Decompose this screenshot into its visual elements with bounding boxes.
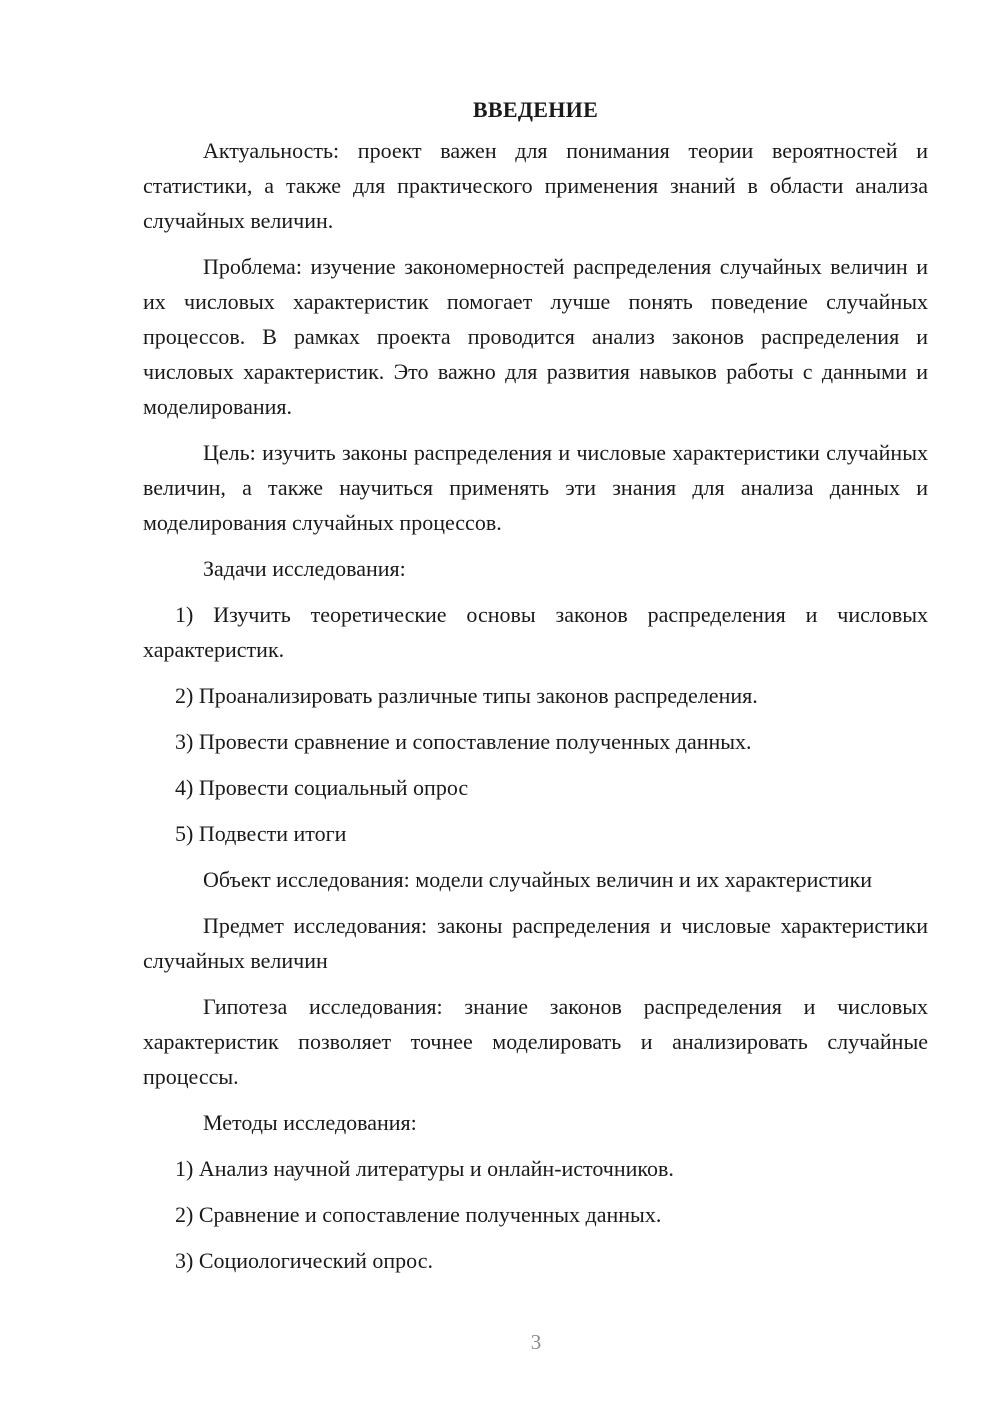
methods-heading: Методы исследования:: [203, 1110, 417, 1135]
object-paragraph: Объект исследования: модели случайных величин и их характеристики: [203, 867, 873, 892]
subject-paragraph: Предмет исследования: законы распределения и числовые характеристики случайных величин: [143, 913, 928, 973]
tasks-heading: Задачи исследования:: [203, 556, 406, 581]
method-item: 1) Анализ научной литературы и онлайн-источников.: [175, 1156, 674, 1181]
task-item: 2) Проанализировать различные типы законов распределения.: [175, 683, 758, 708]
problem-paragraph: Проблема: изучение закономерностей распределения случайных величин и их числовых характеристик помогает лучше понять поведение случайных процессов. В рамках проекта проводится анализ законов распределения и числовых характеристик. Это важно для развития навыков работы с данными и моделирования.: [143, 254, 928, 419]
relevance-paragraph: Актуальность: проект важен для понимания теории вероятностей и статистики, а также для практического применения знаний в области анализа случайных величин.: [143, 138, 928, 233]
page-title: ВВЕДЕНИЕ: [472, 97, 599, 122]
method-item: 3) Социологический опрос.: [175, 1248, 433, 1273]
task-item: 1) Изучить теоретические основы законов распределения и числовых характеристик.: [143, 602, 928, 662]
hypothesis-paragraph: Гипотеза исследования: знание законов распределения и числовых характеристик позволяет точнее моделировать и анализировать случайные процессы.: [143, 994, 928, 1089]
task-item: 5) Подвести итоги: [175, 821, 347, 846]
page-number: 3: [530, 1330, 542, 1354]
task-item: 4) Провести социальный опрос: [175, 775, 469, 800]
task-item: 3) Провести сравнение и сопоставление полученных данных.: [175, 729, 752, 754]
document-page: [143, 92, 928, 1289]
goal-paragraph: Цель: изучить законы распределения и числовые характеристики случайных величин, а также научиться применять эти знания для анализа данных и моделирования случайных процессов.: [143, 440, 928, 535]
method-item: 2) Сравнение и сопоставление полученных данных.: [175, 1202, 662, 1227]
